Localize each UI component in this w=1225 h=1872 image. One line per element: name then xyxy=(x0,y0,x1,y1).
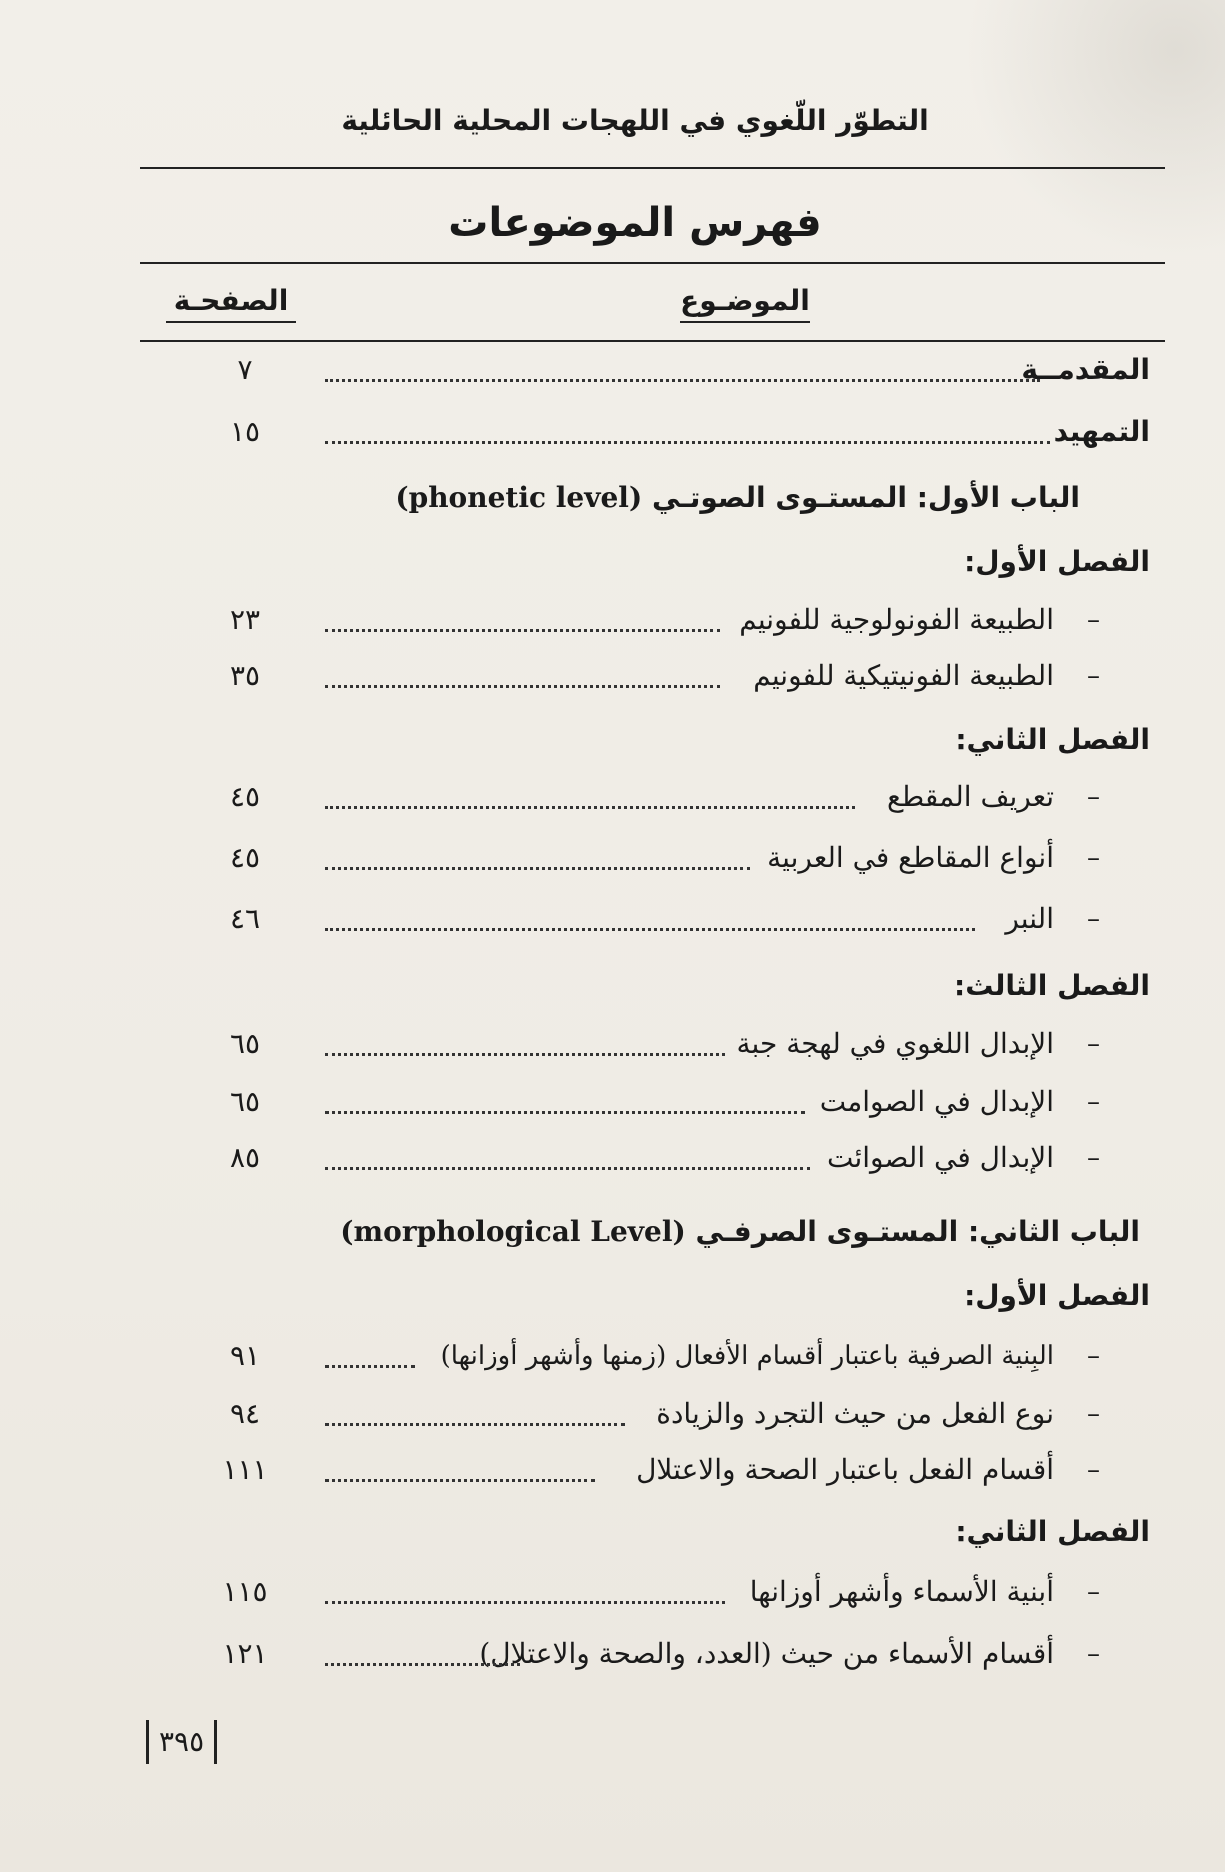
toc-entry xyxy=(140,775,1150,819)
chapter-heading-label: الفصل الثاني: xyxy=(955,723,1150,756)
toc-entry-label: أقسام الأسماء من حيث (العدد، والصحة والاعتلال) xyxy=(479,1637,1054,1670)
toc-entry-label: الطبيعة الفونولوجية للفونيم xyxy=(739,603,1054,636)
toc-entry-intro xyxy=(140,348,1150,392)
toc-page-number: ٨٥ xyxy=(229,1141,261,1174)
toc-chapter-heading xyxy=(140,540,1150,584)
page-title: فهرس الموضوعات xyxy=(448,200,822,246)
part-heading-latin: (morphological Level) xyxy=(340,1215,686,1248)
dot-leader xyxy=(325,1423,625,1426)
list-dash: – xyxy=(1087,904,1100,934)
part-heading-label: الباب الأول: المستـوى الصوتـي xyxy=(651,481,1080,514)
dot-leader xyxy=(325,441,1050,444)
dot-leader xyxy=(325,806,855,809)
running-header: التطوّر اللّغوي في اللهجات المحلية الحائلية xyxy=(341,104,929,137)
toc-entry xyxy=(140,1080,1150,1124)
toc-entry xyxy=(140,1334,1150,1378)
toc-page-number: ٤٦ xyxy=(229,902,261,935)
toc-entry-label: أنواع المقاطع في العربية xyxy=(767,841,1054,874)
dot-leader xyxy=(325,928,975,931)
toc-page-number: ١١٥ xyxy=(222,1575,268,1608)
subject-column-header: الموضـوع xyxy=(680,284,810,323)
toc-entry-label: المقدمــة xyxy=(1021,353,1150,386)
dot-leader xyxy=(325,1111,805,1114)
chapter-heading-label: الفصل الثالث: xyxy=(954,969,1150,1002)
list-dash: – xyxy=(1087,1087,1100,1117)
page-column-header: الصفحـة xyxy=(166,284,296,323)
toc-entry xyxy=(140,1448,1150,1492)
dot-leader xyxy=(325,1365,415,1368)
toc-entry-preface xyxy=(140,410,1150,454)
list-dash: – xyxy=(1087,605,1100,635)
list-dash: – xyxy=(1087,1639,1100,1669)
toc-chapter-heading xyxy=(140,1274,1150,1318)
dot-leader xyxy=(325,1167,810,1170)
dot-leader xyxy=(325,867,750,870)
toc-entry xyxy=(140,897,1150,941)
chapter-heading-label: الفصل الأول: xyxy=(964,1279,1150,1312)
dot-leader xyxy=(325,1053,725,1056)
list-dash: – xyxy=(1087,1029,1100,1059)
dot-leader xyxy=(325,1663,520,1666)
list-dash: – xyxy=(1087,1341,1100,1371)
chapter-heading-label: الفصل الأول: xyxy=(964,545,1150,578)
toc-page-number: ٧ xyxy=(237,353,253,386)
page-number: ٣٩٥ xyxy=(146,1720,217,1764)
page-shadow xyxy=(965,0,1225,260)
chapter-heading-label: الفصل الثاني: xyxy=(955,1515,1150,1548)
toc-page-number: ١١١ xyxy=(222,1453,268,1486)
toc-entry-label: الإبدال في الصوامت xyxy=(819,1085,1054,1118)
title-rule xyxy=(140,262,1165,264)
toc-chapter-heading xyxy=(140,718,1150,762)
list-dash: – xyxy=(1087,1143,1100,1173)
toc-entry-label: النبر xyxy=(1005,902,1054,935)
toc-page-number: ١٥ xyxy=(229,415,261,448)
toc-page-number: ٤٥ xyxy=(229,841,261,874)
toc-page-number: ٩١ xyxy=(229,1339,261,1372)
toc-page-number: ٤٥ xyxy=(229,780,261,813)
dot-leader xyxy=(325,1479,595,1482)
toc-page-number: ١٢١ xyxy=(222,1637,268,1670)
list-dash: – xyxy=(1087,1455,1100,1485)
toc-entry-label: تعريف المقطع xyxy=(887,780,1054,813)
toc-entry xyxy=(140,598,1150,642)
toc-entry-label: أقسام الفعل باعتبار الصحة والاعتلال xyxy=(636,1453,1054,1486)
columns-rule xyxy=(140,340,1165,342)
toc-entry xyxy=(140,654,1150,698)
list-dash: – xyxy=(1087,661,1100,691)
toc-entry-label: الإبدال اللغوي في لهجة جبة xyxy=(736,1027,1054,1060)
part-heading-label: الباب الثاني: المستـوى الصرفـي xyxy=(695,1215,1140,1248)
dot-leader xyxy=(325,379,1040,382)
list-dash: – xyxy=(1087,782,1100,812)
toc-part-heading xyxy=(140,476,1150,520)
toc-page-number: ٦٥ xyxy=(229,1027,261,1060)
list-dash: – xyxy=(1087,1399,1100,1429)
toc-entry-label: نوع الفعل من حيث التجرد والزيادة xyxy=(656,1397,1054,1430)
toc-entry xyxy=(140,1392,1150,1436)
dot-leader xyxy=(325,1601,725,1604)
toc-chapter-heading xyxy=(140,1510,1150,1554)
toc-entry xyxy=(140,836,1150,880)
toc-page-number: ٣٥ xyxy=(229,659,261,692)
toc-entry-label: الإبدال في الصوائت xyxy=(826,1141,1054,1174)
header-rule xyxy=(140,167,1165,169)
list-dash: – xyxy=(1087,1577,1100,1607)
toc-entry xyxy=(140,1022,1150,1066)
toc-page-number: ٢٣ xyxy=(229,603,261,636)
part-heading-latin: (phonetic level) xyxy=(395,481,643,514)
dot-leader xyxy=(325,685,720,688)
toc-entry xyxy=(140,1632,1150,1676)
toc-entry-label: الطبيعة الفونيتيكية للفونيم xyxy=(753,659,1054,692)
part-heading-text xyxy=(395,476,1080,520)
list-dash: – xyxy=(1087,843,1100,873)
toc-page-number: ٦٥ xyxy=(229,1085,261,1118)
toc-page-number: ٩٤ xyxy=(229,1397,261,1430)
toc-entry-label: التمهيد xyxy=(1053,415,1150,448)
part-heading-text xyxy=(340,1210,1140,1254)
dot-leader xyxy=(325,629,720,632)
toc-chapter-heading xyxy=(140,964,1150,1008)
toc-entry-label: البِنية الصرفية باعتبار أقسام الأفعال (زمنها وأشهر أوزانها) xyxy=(440,1341,1054,1371)
toc-entry-label: أبنية الأسماء وأشهر أوزانها xyxy=(749,1575,1054,1608)
toc-part-heading xyxy=(140,1210,1150,1254)
toc-entry xyxy=(140,1570,1150,1614)
toc-entry xyxy=(140,1136,1150,1180)
